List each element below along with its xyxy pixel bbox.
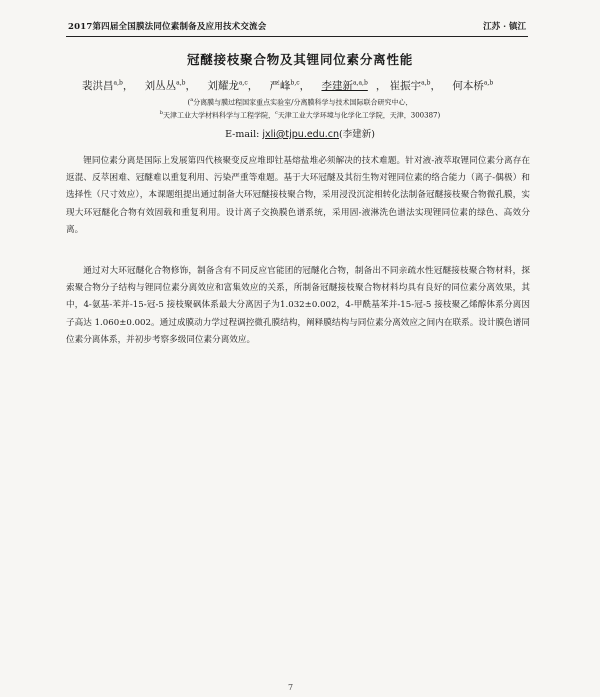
- author: 何本桥$^{a,b}$: [452, 79, 494, 92]
- author: 裴洪昌$^{a,b}$，: [82, 79, 134, 92]
- abstract-paragraph-2: 通过对大环冠醚化合物修饰，制备含有不同反应官能团的冠醚化合物，制备出不同亲疏水性冠醚接枝聚合物材料，探索聚合物分子结构与锂同位素分离效应和富集效应的关系，所制备冠醚接枝聚合物材料均具有良好的同位素分离效果，其中，4-氨基-苯并-15-冠-5 接枝聚砜体系最大分离因子为1.032±0.002，4-甲酰基苯并-15-冠-5 接枝聚乙烯醇体系分离因子高达 1.060±0.002。通过成膜动力学过程调控微孔膜结构，阐释膜结构与同位素分离效应之间内在联系。设计膜色谱同位素分离体系，并初步考察多级同位素分离效应。: [66, 266, 530, 345]
- email-owner: (李建新): [339, 129, 375, 140]
- email-line: [0, 126, 600, 140]
- paper-title: 冠醚接枝聚合物及其锂同位素分离性能: [186, 52, 414, 67]
- corresponding-author: 李建新$^{a,a,b}$: [321, 79, 368, 92]
- conference-name: 2017第四届全国膜法同位素制备及应用技术交流会: [68, 22, 267, 32]
- author: 崔振宇$^{a,b}$，: [389, 79, 441, 92]
- page-number: 7: [288, 683, 294, 692]
- affiliation-line-1: ($^a$分离膜与膜过程国家重点实验室/分离膜科学与技术国际联合研究中心，: [187, 97, 413, 107]
- conference-location: 江苏 · 镇江: [483, 22, 526, 32]
- email-label: E-mail:: [225, 129, 263, 140]
- email-link[interactable]: jxli@tjpu.edu.cn: [262, 129, 339, 140]
- author: 严峰$^{b,c}$，: [269, 79, 311, 92]
- abstract-paragraph-1: 锂同位素分离是国际上发展第四代核聚变反应堆即钍基熔盐堆必须解决的技术难题。针对液-液萃取锂同位素分离存在返混、反萃困难、冠醚难以重复利用、污染严重等难题。基于大环冠醚及其衍生物对锂同位素的络合能力（离子-偶极）和选择性（尺寸效应），本课题组提出通过制备大环冠醚接枝聚合物，采用浸没沉淀相转化法制备冠醚接枝聚合物微孔膜，实现大环冠醚化合物有效固载和重复利用。设计离子交换膜色谱系统，采用固-液淋洗色谱法实现锂同位素的绿色、高效分离。: [66, 156, 530, 235]
- author: 刘丛丛$^{a,b}$，: [144, 79, 196, 92]
- affiliation-line-2: $^b$天津工业大学材料科学与工程学院，$^c$天津工业大学环境与化学化工学院，天津，300387): [159, 110, 441, 120]
- running-header: [66, 18, 528, 37]
- author-list: 裴洪昌$^{a,b}$， 刘丛丛$^{a,b}$， 刘耀龙$^{a,c}$， 严峰$^{b,c}$， 李建新$^{a,a,b}$ ， 崔振宇$^{a,b}$， 何本桥$^{a,b}$: [82, 79, 494, 92]
- author: 刘耀龙$^{a,c}$，: [207, 79, 259, 92]
